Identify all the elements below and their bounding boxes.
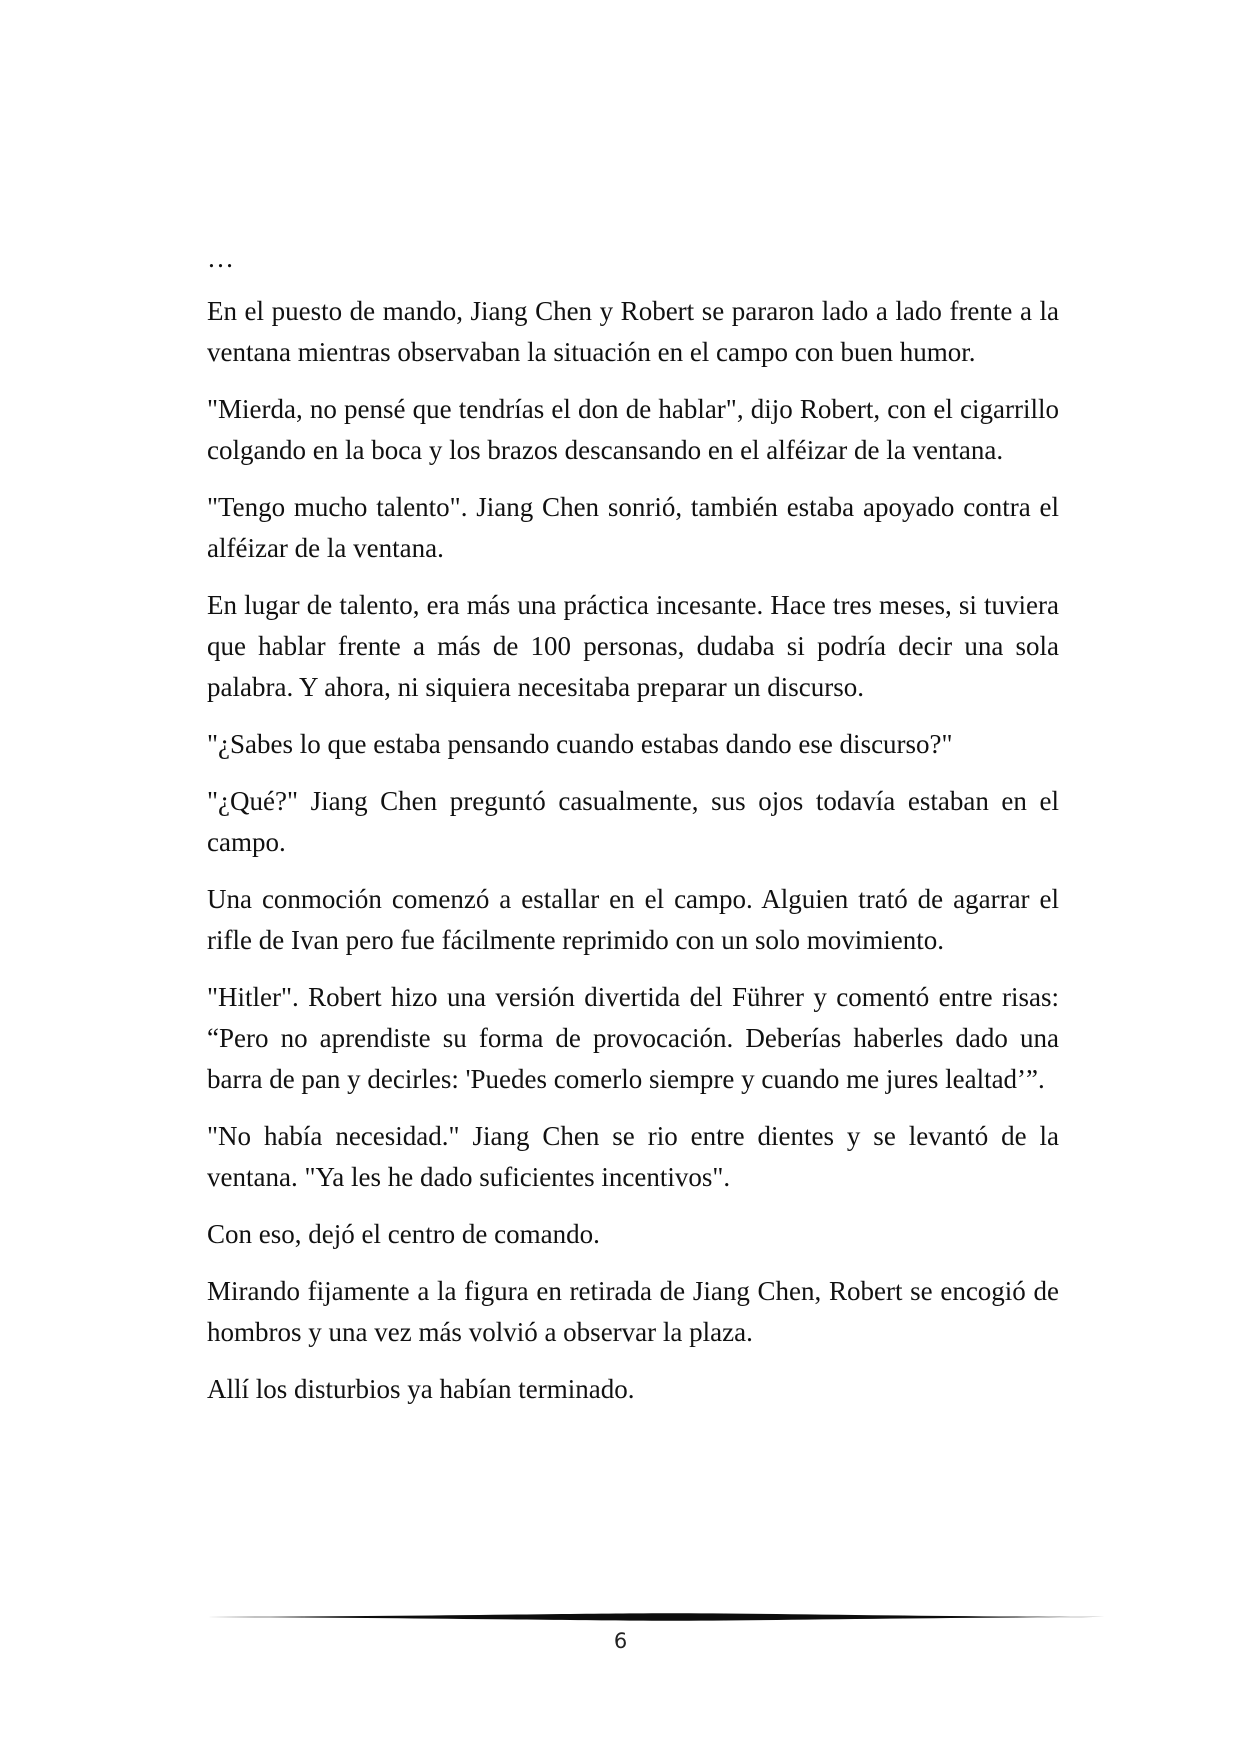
paragraph: "Mierda, no pensé que tendrías el don de hablar", dijo Robert, con el cigarrillo colgando en la boca y los brazos descansando en el alféizar de la ventana. (207, 394, 1059, 465)
paragraph: "No había necesidad." Jiang Chen se rio entre dientes y se levantó de la ventana. "Ya les he dado suficientes incentivos". (207, 1121, 1059, 1192)
paragraph: "¿Qué?" Jiang Chen preguntó casualmente, sus ojos todavía estaban en el campo. (207, 786, 1059, 857)
body-text (207, 238, 1059, 1426)
paragraph: Allí los disturbios ya habían terminado. (207, 1374, 635, 1404)
scene-break-ellipsis: … (207, 243, 234, 273)
paragraph: "Hitler". Robert hizo una versión divertida del Führer y comentó entre risas: “Pero no aprendiste su forma de provocación. Deberías haberles dado una barra de pan y decirles: 'Puedes comerlo siempre y cuando me jures lealtad’”. (207, 982, 1059, 1094)
footer-divider (207, 1612, 1105, 1622)
paragraph: Una conmoción comenzó a estallar en el campo. Alguien trató de agarrar el rifle de Ivan pero fue fácilmente reprimido con un solo movimiento. (207, 884, 1059, 955)
page-number: 6 (613, 1629, 628, 1653)
paragraph: "¿Sabes lo que estaba pensando cuando estabas dando ese discurso?" (207, 729, 953, 759)
paragraph: Con eso, dejó el centro de comando. (207, 1219, 600, 1249)
paragraph: En el puesto de mando, Jiang Chen y Robert se pararon lado a lado frente a la ventana mientras observaban la situación en el campo con buen humor. (207, 296, 1059, 367)
paragraph: Mirando fijamente a la figura en retirada de Jiang Chen, Robert se encogió de hombros y una vez más volvió a observar la plaza. (207, 1276, 1059, 1347)
paragraph: En lugar de talento, era más una práctica incesante. Hace tres meses, si tuviera que hablar frente a más de 100 personas, dudaba si podría decir una sola palabra. Y ahora, ni siquiera necesitaba preparar un discurso. (207, 590, 1059, 702)
paragraph: "Tengo mucho talento". Jiang Chen sonrió, también estaba apoyado contra el alféizar de la ventana. (207, 492, 1059, 563)
